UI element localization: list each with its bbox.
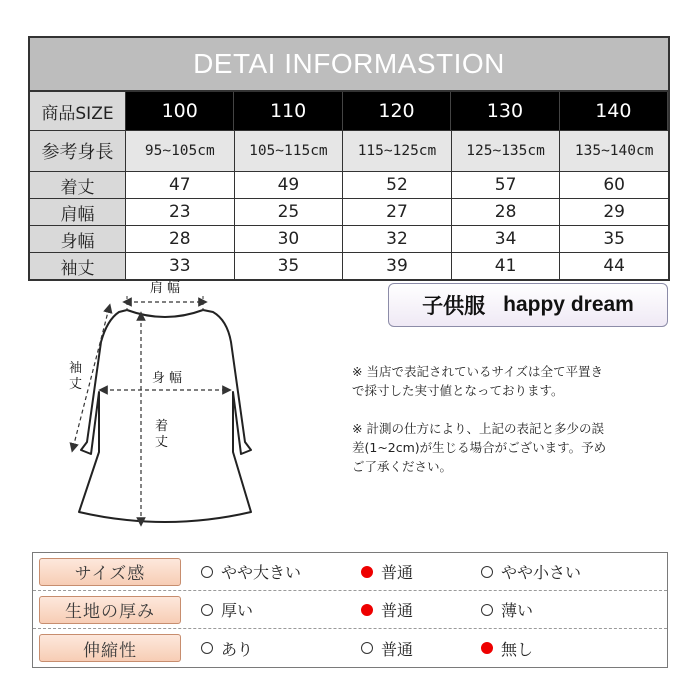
- feature-row-stretch: [33, 629, 667, 667]
- circle-icon: [361, 642, 373, 654]
- size-120: 120: [343, 92, 451, 130]
- feature-row-thickness: [33, 591, 667, 629]
- feature-option: [481, 560, 621, 583]
- table-row-shoulder: [30, 199, 668, 226]
- size-table: [28, 36, 670, 281]
- shoulder-label: 肩 幅: [149, 281, 181, 296]
- table-cell: 52: [343, 172, 452, 198]
- row-label: 身幅: [30, 226, 126, 252]
- table-cell: 32: [343, 226, 452, 252]
- option-text: 薄い: [501, 601, 534, 620]
- size-110: 110: [234, 92, 342, 130]
- option-text: やや小さい: [501, 563, 582, 582]
- chest-label: 身 幅: [151, 371, 183, 386]
- sleeve-label-2: 丈: [69, 377, 83, 392]
- note-line: ※ 当店で表記されているサイズは全て平置き: [352, 364, 603, 379]
- option-text: 普通: [381, 639, 414, 659]
- feature-option: [361, 598, 481, 621]
- size-140: 140: [560, 92, 668, 130]
- sleeve-label-1: 袖: [69, 361, 83, 376]
- table-cell: 35: [603, 229, 625, 249]
- circle-icon: [201, 642, 213, 654]
- table-title: DETAI INFORMASTION: [30, 38, 668, 92]
- size-header-label: 商品SIZE: [30, 92, 126, 130]
- table-cell: 23: [126, 199, 235, 225]
- table-cell: 95~105cm: [126, 131, 235, 171]
- table-cell: 44: [603, 256, 625, 276]
- feature-option: [201, 560, 361, 583]
- size-header-row: [30, 92, 668, 131]
- row-label: 参考身長: [30, 131, 126, 171]
- feature-option: [201, 637, 361, 660]
- features-table: [32, 552, 668, 668]
- table-cell: 25: [235, 199, 344, 225]
- feature-option: [361, 637, 481, 660]
- table-cell: 125~135cm: [452, 131, 561, 171]
- option-text: あり: [221, 639, 254, 659]
- option-text: やや大きい: [221, 563, 302, 582]
- table-cell: 105~115cm: [235, 131, 344, 171]
- length-label-2: 丈: [155, 435, 169, 450]
- table-row-chest: [30, 226, 668, 253]
- table-cell: 28: [126, 226, 235, 252]
- row-label: 袖丈: [30, 253, 126, 279]
- note-line: で採寸した実寸値となっております。: [352, 383, 564, 398]
- size-130: 130: [451, 92, 559, 130]
- brand-jp: 子供服: [422, 294, 486, 318]
- row-label: 肩幅: [30, 199, 126, 225]
- circle-icon: [481, 566, 493, 578]
- table-row-height: [30, 131, 668, 172]
- table-cell: 27: [343, 199, 452, 225]
- option-text: 厚い: [221, 601, 254, 620]
- table-cell: 35: [235, 253, 344, 279]
- filled-dot-icon: [361, 566, 373, 578]
- table-cell: 28: [452, 199, 561, 225]
- table-cell: 49: [235, 172, 344, 198]
- filled-dot-icon: [481, 642, 493, 654]
- option-text: 普通: [381, 563, 414, 582]
- circle-icon: [201, 604, 213, 616]
- feature-label: サイズ感: [39, 558, 181, 586]
- table-cell: 135~140cm: [560, 131, 668, 171]
- table-cell: 33: [126, 253, 235, 279]
- option-text: 無し: [501, 639, 534, 659]
- table-cell: 34: [452, 226, 561, 252]
- table-cell: 60: [603, 175, 625, 195]
- note-2: [352, 419, 662, 476]
- note-line: ※ 計測の仕方により、上記の表記と多少の誤: [352, 421, 604, 436]
- feature-option: [361, 560, 481, 583]
- filled-dot-icon: [361, 604, 373, 616]
- feature-label: 生地の厚み: [39, 596, 181, 624]
- notes: [352, 362, 662, 495]
- table-cell: 115~125cm: [343, 131, 452, 171]
- circle-icon: [201, 566, 213, 578]
- note-1: [352, 362, 662, 400]
- feature-label: 伸縮性: [39, 634, 181, 662]
- feature-option: [481, 598, 621, 621]
- table-row-length: [30, 172, 668, 199]
- note-line: ご了承ください。: [352, 459, 453, 474]
- option-text: 普通: [381, 601, 414, 620]
- table-cell: 41: [452, 253, 561, 279]
- table-cell: 30: [235, 226, 344, 252]
- feature-row-size-feel: [33, 553, 667, 591]
- note-line: 差(1~2cm)が生じる場合がございます。予め: [352, 440, 607, 455]
- size-100: 100: [126, 92, 234, 130]
- feature-option: [481, 637, 621, 660]
- circle-icon: [481, 604, 493, 616]
- table-cell: 57: [452, 172, 561, 198]
- brand-box: [388, 283, 668, 327]
- table-cell: 39: [343, 253, 452, 279]
- garment-diagram: [55, 272, 275, 542]
- length-label-1: 着: [155, 419, 169, 434]
- brand-en: happy dream: [503, 293, 634, 316]
- dress-outline: [79, 310, 251, 522]
- table-cell: 47: [126, 172, 235, 198]
- feature-option: [201, 598, 361, 621]
- row-label: 着丈: [30, 172, 126, 198]
- table-cell: 29: [603, 202, 625, 222]
